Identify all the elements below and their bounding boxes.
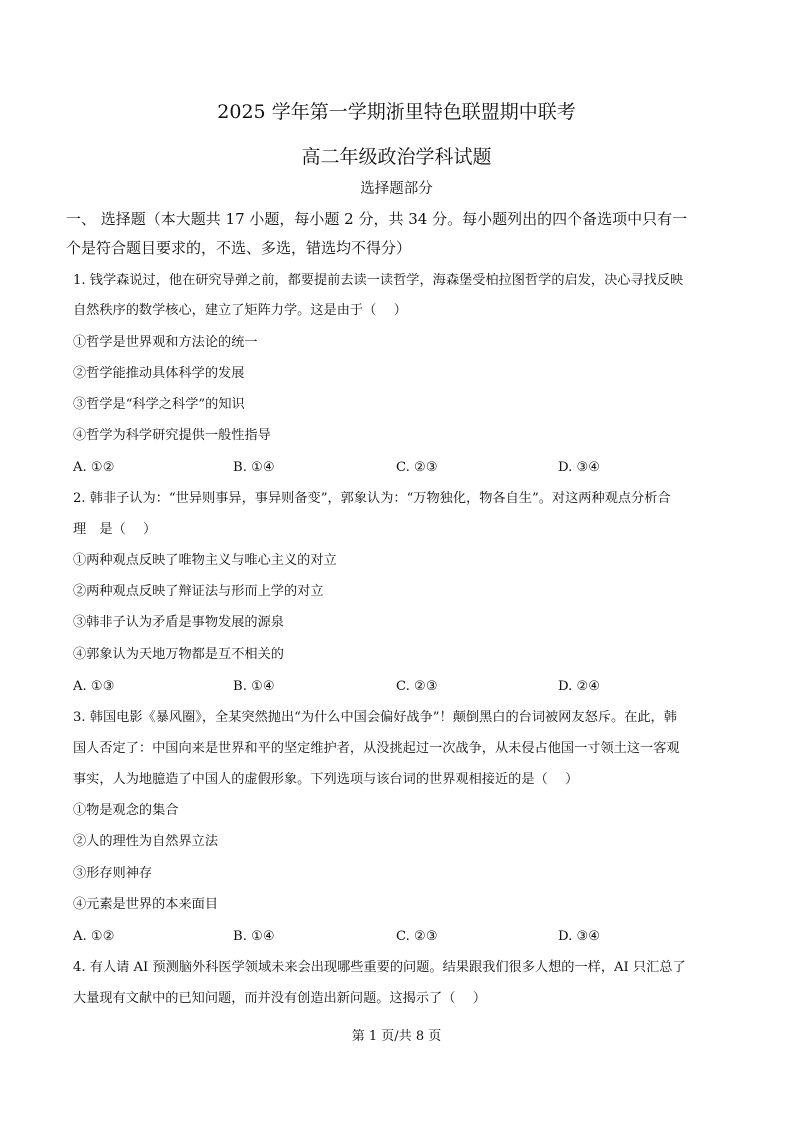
- question-stem-line: 理 是（ ）: [73, 522, 157, 537]
- answer-option-d: D. ②④: [558, 679, 601, 694]
- answer-option-b: B. ①④: [233, 679, 275, 694]
- statement-item: ③哲学是“科学之科学”的知识: [73, 397, 245, 412]
- section-instruction-line-2: 个是符合题目要求的，不选、多选，错选均不得分）: [66, 239, 412, 257]
- statement-item: ②两种观点反映了辩证法与形而上学的对立: [73, 584, 324, 599]
- statement-item: ④元素是世界的本来面目: [73, 897, 219, 912]
- statement-item: ③形存则神存: [73, 866, 153, 881]
- statement-item: ②人的理性为自然界立法: [73, 834, 219, 849]
- answer-option-a: A. ①③: [73, 679, 115, 694]
- answer-option-d: D. ③④: [558, 460, 601, 475]
- answer-option-b: B. ①④: [233, 929, 275, 944]
- question-stem-line: 事实，人为地臆造了中国人的虚假形象。下列选项与该台词的世界观相接近的是（ ）: [73, 772, 579, 787]
- statement-item: ①物是观念的集合: [73, 803, 179, 818]
- statement-item: ②哲学能推动具体科学的发展: [73, 366, 245, 381]
- statement-item: ④哲学为科学研究提供一般性指导: [73, 428, 271, 443]
- answer-option-b: B. ①④: [233, 460, 275, 475]
- statement-item: ③韩非子认为矛盾是事物发展的源泉: [73, 615, 284, 630]
- question-stem-line: 4. 有人请 AI 预测脑外科医学领域未来会出现哪些重要的问题。结果跟我们很多人想的一样，AI 只汇总了: [73, 960, 686, 975]
- statement-item: ①两种观点反映了唯物主义与唯心主义的对立: [73, 553, 337, 568]
- statement-item: ①哲学是世界观和方法论的统一: [73, 335, 258, 350]
- statement-item: ④郭象认为天地万物都是互不相关的: [73, 647, 284, 662]
- answer-option-c: C. ②③: [396, 679, 438, 694]
- answer-option-d: D. ③④: [558, 929, 601, 944]
- exam-title: 2025 学年第一学期浙里特色联盟期中联考: [217, 101, 576, 123]
- answer-option-c: C. ②③: [396, 929, 438, 944]
- section-instruction-line-1: 一、 选择题（本大题共 17 小题，每小题 2 分，共 34 分。每小题列出的四个备选项中只有一: [66, 210, 688, 228]
- question-stem-line: 2. 韩非子认为：“世异则事异，事异则备变”，郭象认为：“万物独化，物各自生”。对这两种观点分析合: [73, 491, 671, 506]
- answer-option-c: C. ②③: [396, 460, 438, 475]
- answer-option-a: A. ①②: [73, 460, 115, 475]
- part-heading: 选择题部分: [360, 181, 433, 197]
- answer-option-a: A. ①②: [73, 929, 115, 944]
- page-footer: 第 1 页/共 8 页: [351, 1029, 442, 1044]
- question-stem-line: 3. 韩国电影《暴风圈》，全某突然抛出“为什么中国会偏好战争”！颠倒黑白的台词被网友怒斥。在此，韩: [73, 710, 677, 725]
- question-stem-line: 国人否定了：中国向来是世界和平的坚定维护者，从没挑起过一次战争，从未侵占他国一寸领土这一客观: [73, 741, 680, 756]
- question-stem-line: 1. 钱学森说过，他在研究导弹之前，都要提前去读一读哲学，海森堡受柏拉图哲学的启发，决心寻找反映: [73, 273, 684, 288]
- question-stem-line: 自然秩序的数学核心，建立了矩阵力学。这是由于（ ）: [73, 303, 407, 318]
- question-stem-line: 大量现有文献中的已知问题，而并没有创造出新问题。这揭示了（ ）: [73, 991, 487, 1006]
- exam-subtitle: 高二年级政治学科试题: [301, 146, 492, 168]
